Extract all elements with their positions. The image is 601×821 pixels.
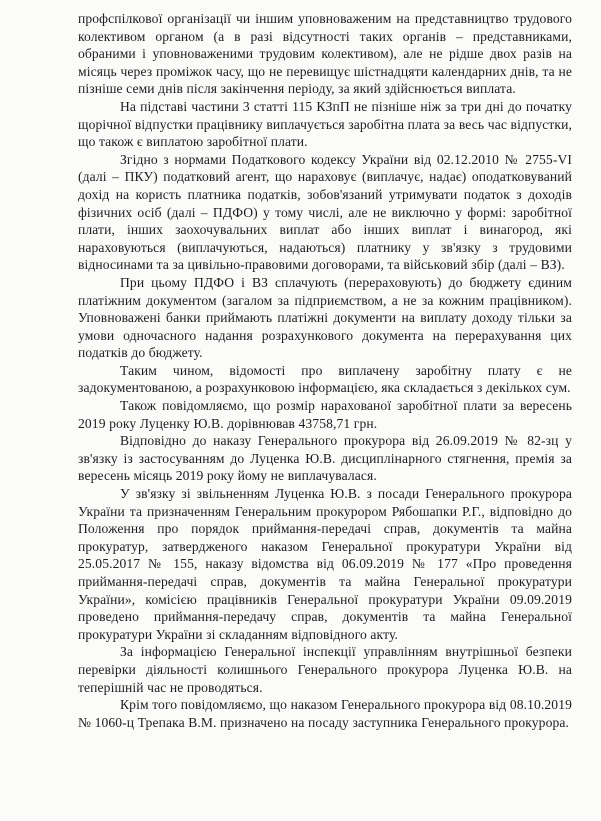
paragraph-2: На підставі частини 3 статті 115 КЗпП не пізніше ніж за три дні до початку щорічної відпустки працівнику виплачується заробітна плата за весь час відпустки, що також є виплатою заробітної плати.	[78, 98, 572, 150]
paragraph-10: Крім того повідомляємо, що наказом Генерального прокурора від 08.10.2019 № 1060-ц Трепака В.М. призначено на посаду заступника Генерального прокурора.	[78, 697, 572, 730]
paragraph-7: Відповідно до наказу Генерального прокурора від 26.09.2019 № 82-зц у зв'язку із застосуванням до Луценка Ю.В. дисциплінарного стягнення, премія за вересень місяць 2019 року йому не виплачувалася.	[78, 433, 572, 484]
paragraph-1: профспілкової організації чи іншим уповноваженим на представництво трудового колективом органом (а в разі відсутності таких органів – представниками, обраними і уповноваженими трудовим колективом), але не рідше двох разів на місяць через проміжок часу, що не перевищує шістнадцяти календарних днів, та не пізніше семи днів після закінчення періоду, за який здійснюється виплата.	[78, 11, 572, 97]
letter-body	[78, 10, 572, 731]
paragraph-3: Згідно з нормами Податкового кодексу України від 02.12.2010 № 2755-VI (далі – ПКУ) податковий агент, що нараховує (виплачує, надає) оподатковуваний дохід на користь платника податків, зобов'язаний утримувати податок з доходів фізичних осіб (далі – ПДФО) у тому числі, але не виключно у формі: заробітної плати, інших заохочувальних виплат або інших виплат і винагород, які нараховуються (виплачуються, надаються) платнику у зв'язку з трудовими відносинами та за цивільно-правовими договорами, та військовий збір (далі – ВЗ).	[78, 151, 572, 273]
paragraph-6: Також повідомляємо, що розмір нарахованої заробітної плати за вересень 2019 року Луценку Ю.В. дорівнював 43758,71 грн.	[78, 398, 572, 431]
paragraph-4: При цьому ПДФО і ВЗ сплачують (перераховують) до бюджету єдиним платіжним документом (загалом за підприємством, а не за кожним працівником). Уповноважені банки приймають платіжні документи на виплату доходу тільки за умови одночасного надання розрахункового документа на перерахування цих податків до бюджету.	[78, 274, 572, 361]
paragraph-8: У зв'язку зі звільненням Луценка Ю.В. з посади Генерального прокурора України та призначенням Генеральним прокурором Рябошапки Р.Г., відповідно до Положення про порядок приймання-передачі справ, документів та майна прокуратур, затвердженого наказом Генеральної прокуратури України від 25.05.2017 № 155, наказу відомства від 06.09.2019 № 177 «Про проведення приймання-передачі справ, документів та майна Генеральної прокуратури України», комісією працівників Генеральної прокуратури України 09.09.2019 проведено приймання-передачу справ, документів та майна Генеральної прокуратури України зі складанням відповідного акту.	[78, 486, 572, 642]
paragraph-5: Таким чином, відомості про виплачену заробітну плату є не задокументованою, а розрахунковою інформацією, яка складається з декількох сум.	[78, 362, 572, 396]
paragraph-9: За інформацією Генеральної інспекції управлінням внутрішньої безпеки перевірки діяльності колишнього Генерального прокурора Луценка Ю.В. на теперішній час не проводяться.	[78, 644, 572, 695]
